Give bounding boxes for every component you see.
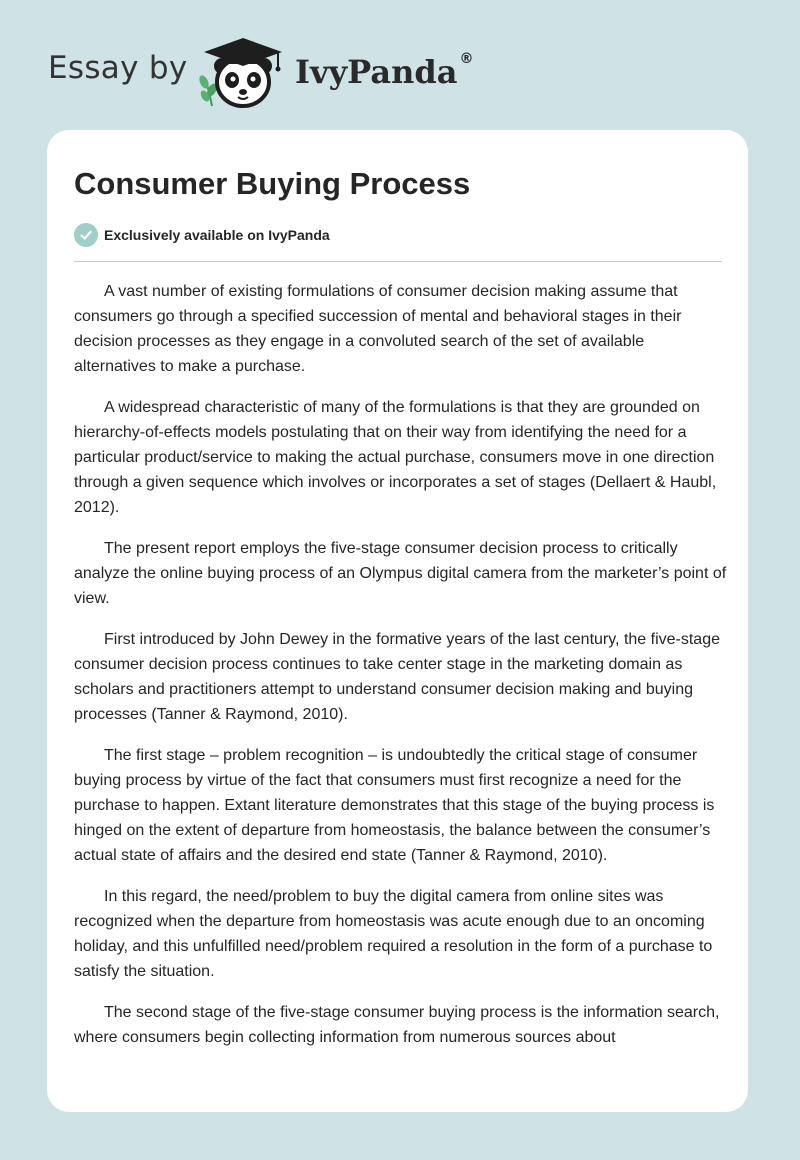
essay-body bbox=[74, 279, 729, 1066]
essay-title: Consumer Buying Process bbox=[74, 166, 471, 201]
panda-graduation-cap-icon[interactable] bbox=[198, 36, 284, 110]
ivypanda-brand[interactable] bbox=[295, 53, 473, 91]
site-header bbox=[0, 0, 800, 130]
registered-mark: ® bbox=[459, 51, 474, 67]
paragraph: First introduced by John Dewey in the formative years of the last century, the five-stage consumer decision process continues to take center stage in the marketing domain as scholars and practitioners attempt to understand consumer decision making and buying processes (Tanner & Raymond, 2010). bbox=[74, 631, 720, 723]
divider bbox=[74, 261, 722, 262]
paragraph: The second stage of the five-stage consumer buying process is the information search, where consumers begin collecting information from numerous sources about bbox=[74, 1004, 720, 1046]
exclusive-badge-text: Exclusively available on IvyPanda bbox=[104, 227, 330, 243]
paragraph: In this regard, the need/problem to buy the digital camera from online sites was recognized when the departure from homeostasis was acute enough due to an oncoming holiday, and this unfulfilled need/problem required a resolution in the form of a purchase to satisfy the situation. bbox=[74, 888, 713, 980]
paragraph: The present report employs the five-stage consumer decision process to critically analyze the online buying process of an Olympus digital camera from the marketer’s point of view. bbox=[74, 540, 727, 607]
paragraph: The first stage – problem recognition – is undoubtedly the critical stage of consumer buying process by virtue of the fact that consumers must first recognize a need for the purchase to happen. Extant literature demonstrates that this stage of the buying process is hinged on the extent of departure from homeostasis, the balance between the consumer’s actual state of affairs and the desired end state (Tanner & Raymond, 2010). bbox=[74, 747, 715, 864]
paragraph: A widespread characteristic of many of the formulations is that they are grounded on hierarchy-of-effects models postulating that on their way from identifying the need for a particular product/service to making the actual purchase, consumers move in one direction through a given sequence which involves or incorporates a set of stages (Dellaert & Haubl, 2012). bbox=[74, 399, 717, 516]
brand-name: IvyPanda bbox=[295, 53, 458, 91]
check-circle-icon bbox=[74, 223, 98, 247]
essay-card bbox=[47, 130, 748, 1112]
essay-by-label: Essay by bbox=[48, 50, 188, 86]
paragraph: A vast number of existing formulations of consumer decision making assume that consumers go through a specified succession of mental and behavioral stages in their decision processes as they engage in a convoluted search of the set of available alternatives to make a purchase. bbox=[74, 283, 682, 375]
exclusive-badge bbox=[74, 223, 330, 247]
